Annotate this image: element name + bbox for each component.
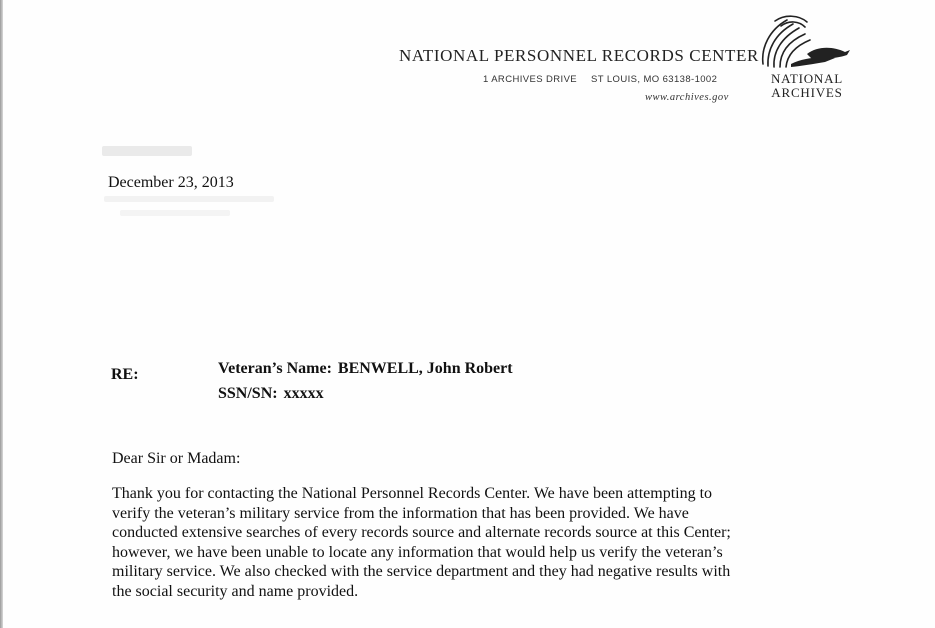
letterhead-street: 1 ARCHIVES DRIVE <box>483 74 578 85</box>
scan-artifact <box>120 210 230 216</box>
veteran-name-line <box>218 360 513 378</box>
national-archives-label: NATIONAL ARCHIVES <box>770 71 844 100</box>
body-line: Thank you for contacting the National Personnel Records Center. We have been attempting to <box>112 485 713 502</box>
re-label: RE: <box>111 366 139 383</box>
body-line: conducted extensive searches of every records source and alternate records source at this Center; <box>112 524 731 541</box>
body-line: verify the veteran’s military service from the information that has been provided. We have <box>112 504 689 522</box>
letterhead-website: www.archives.gov <box>645 92 729 103</box>
ssn-value: xxxxx <box>283 385 324 402</box>
eagle-logo <box>755 12 855 76</box>
letterhead-address <box>483 74 717 85</box>
body-line: the social security and name provided. <box>112 582 359 600</box>
veteran-name: BENWELL, John Robert <box>337 360 513 377</box>
ssn-label: SSN/SN: <box>218 385 278 402</box>
body-line: however, we have been unable to locate any information that would help us verify the veteran’s <box>112 543 723 561</box>
page-edge <box>0 0 3 628</box>
salutation: Dear Sir or Madam: <box>112 450 241 467</box>
letter-date: December 23, 2013 <box>108 174 234 191</box>
body-line: military service. We also checked with the service department and they had negative results with <box>112 563 731 580</box>
veteran-name-label: Veteran’s Name: <box>218 360 332 377</box>
scan-artifact <box>102 146 192 156</box>
letter-body <box>112 484 832 601</box>
scan-artifact <box>104 196 274 202</box>
letterhead-city: ST LOUIS, MO 63138-1002 <box>591 74 718 85</box>
letterhead-organization: NATIONAL PERSONNEL RECORDS CENTER <box>399 46 759 65</box>
ssn-line <box>218 385 324 403</box>
